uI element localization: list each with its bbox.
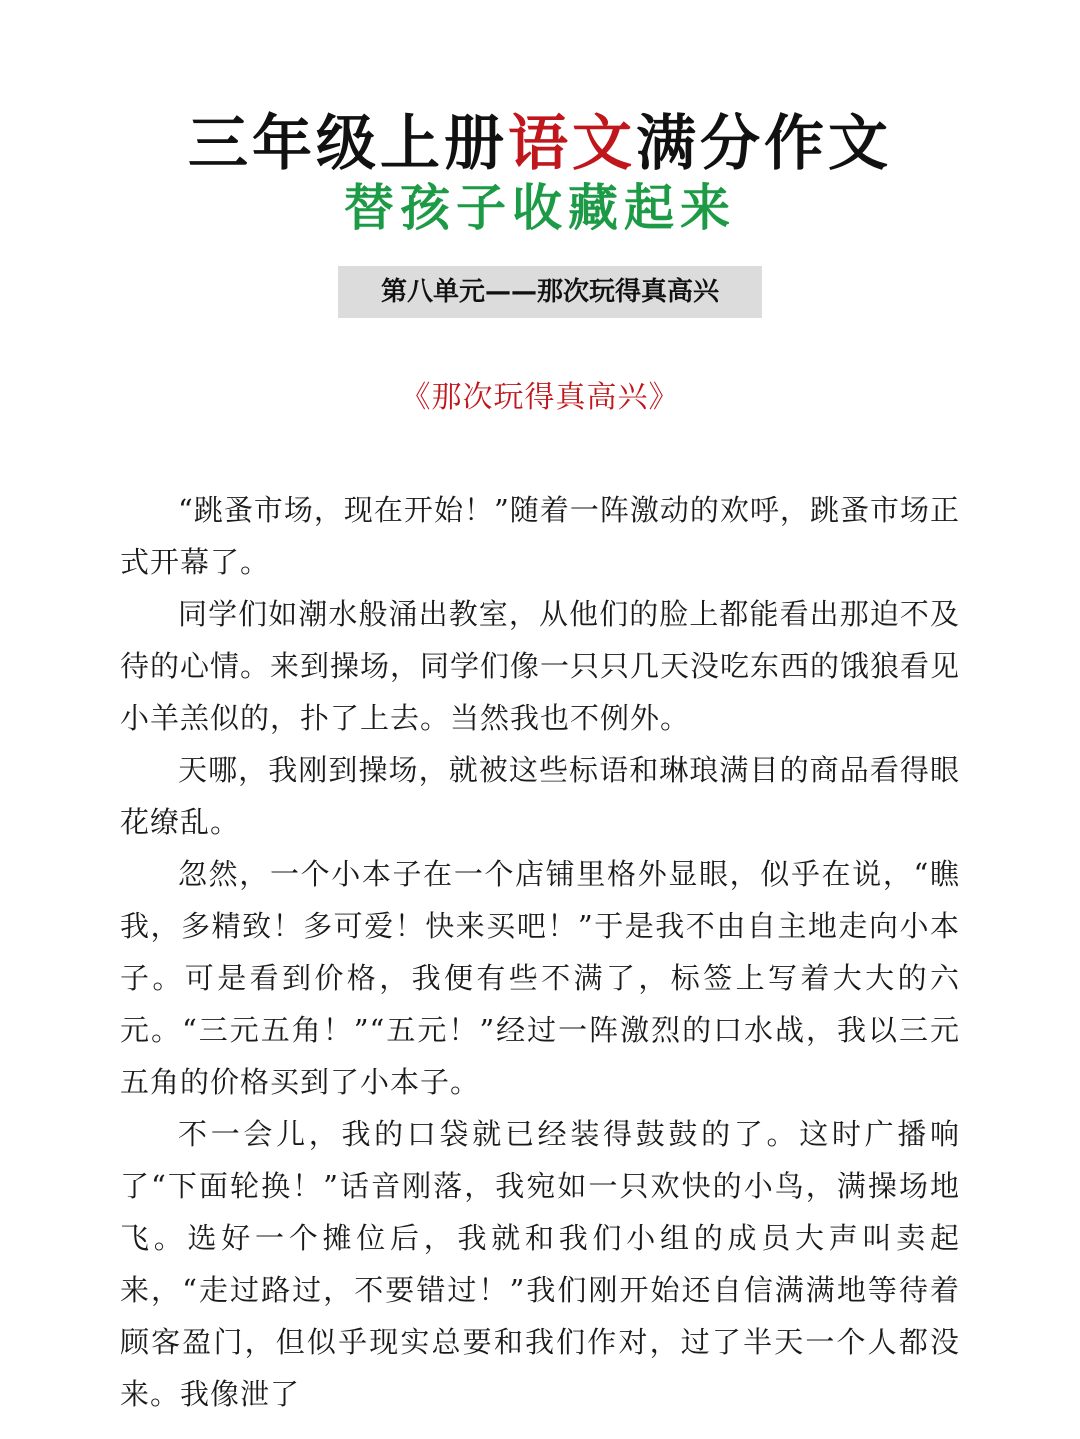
main-title <box>0 108 1080 180</box>
main-title-part1: 三年级上册 <box>188 109 508 179</box>
essay-paragraph: 天哪，我刚到操场，就被这些标语和琳琅满目的商品看得眼花缭乱。 <box>120 753 960 839</box>
main-title-highlight: 语文 <box>508 109 636 179</box>
essay-body <box>120 484 960 1420</box>
unit-label: 第八单元——那次玩得真高兴 <box>338 266 762 318</box>
essay-paragraph: 同学们如潮水般涌出教室，从他们的脸上都能看出那迫不及待的心情。来到操场，同学们像一只只几天没吃东西的饿狼看见小羊羔似的，扑了上去。当然我也不例外。 <box>120 597 961 735</box>
essay-paragraph: 忽然，一个小本子在一个店铺里格外显眼，似乎在说，“瞧我，多精致！多可爱！快来买吧！”于是我不由自主地走向小本子。可是看到价格，我便有些不满了，标签上写着大大的六元。“三元五角！”“五元！”经过一阵激烈的口水战，我以三元五角的价格买到了小本子。 <box>120 857 960 1099</box>
essay-title: 《那次玩得真高兴》 <box>400 380 680 415</box>
main-title-part2: 满分作文 <box>636 109 892 179</box>
subtitle: 替孩子收藏起来 <box>344 179 736 237</box>
essay-paragraph: 不一会儿，我的口袋就已经装得鼓鼓的了。这时广播响了“下面轮换！”话音刚落，我宛如一只欢快的小鸟，满操场地飞。选好一个摊位后，我就和我们小组的成员大声叫卖起来，“走过路过，不要错过！”我们刚开始还自信满满地等待着顾客盈门，但似乎现实总要和我们作对，过了半天一个人都没来。我像泄了 <box>120 1117 960 1411</box>
essay-paragraph: “跳蚤市场，现在开始！”随着一阵激动的欢呼，跳蚤市场正式开幕了。 <box>120 493 960 579</box>
